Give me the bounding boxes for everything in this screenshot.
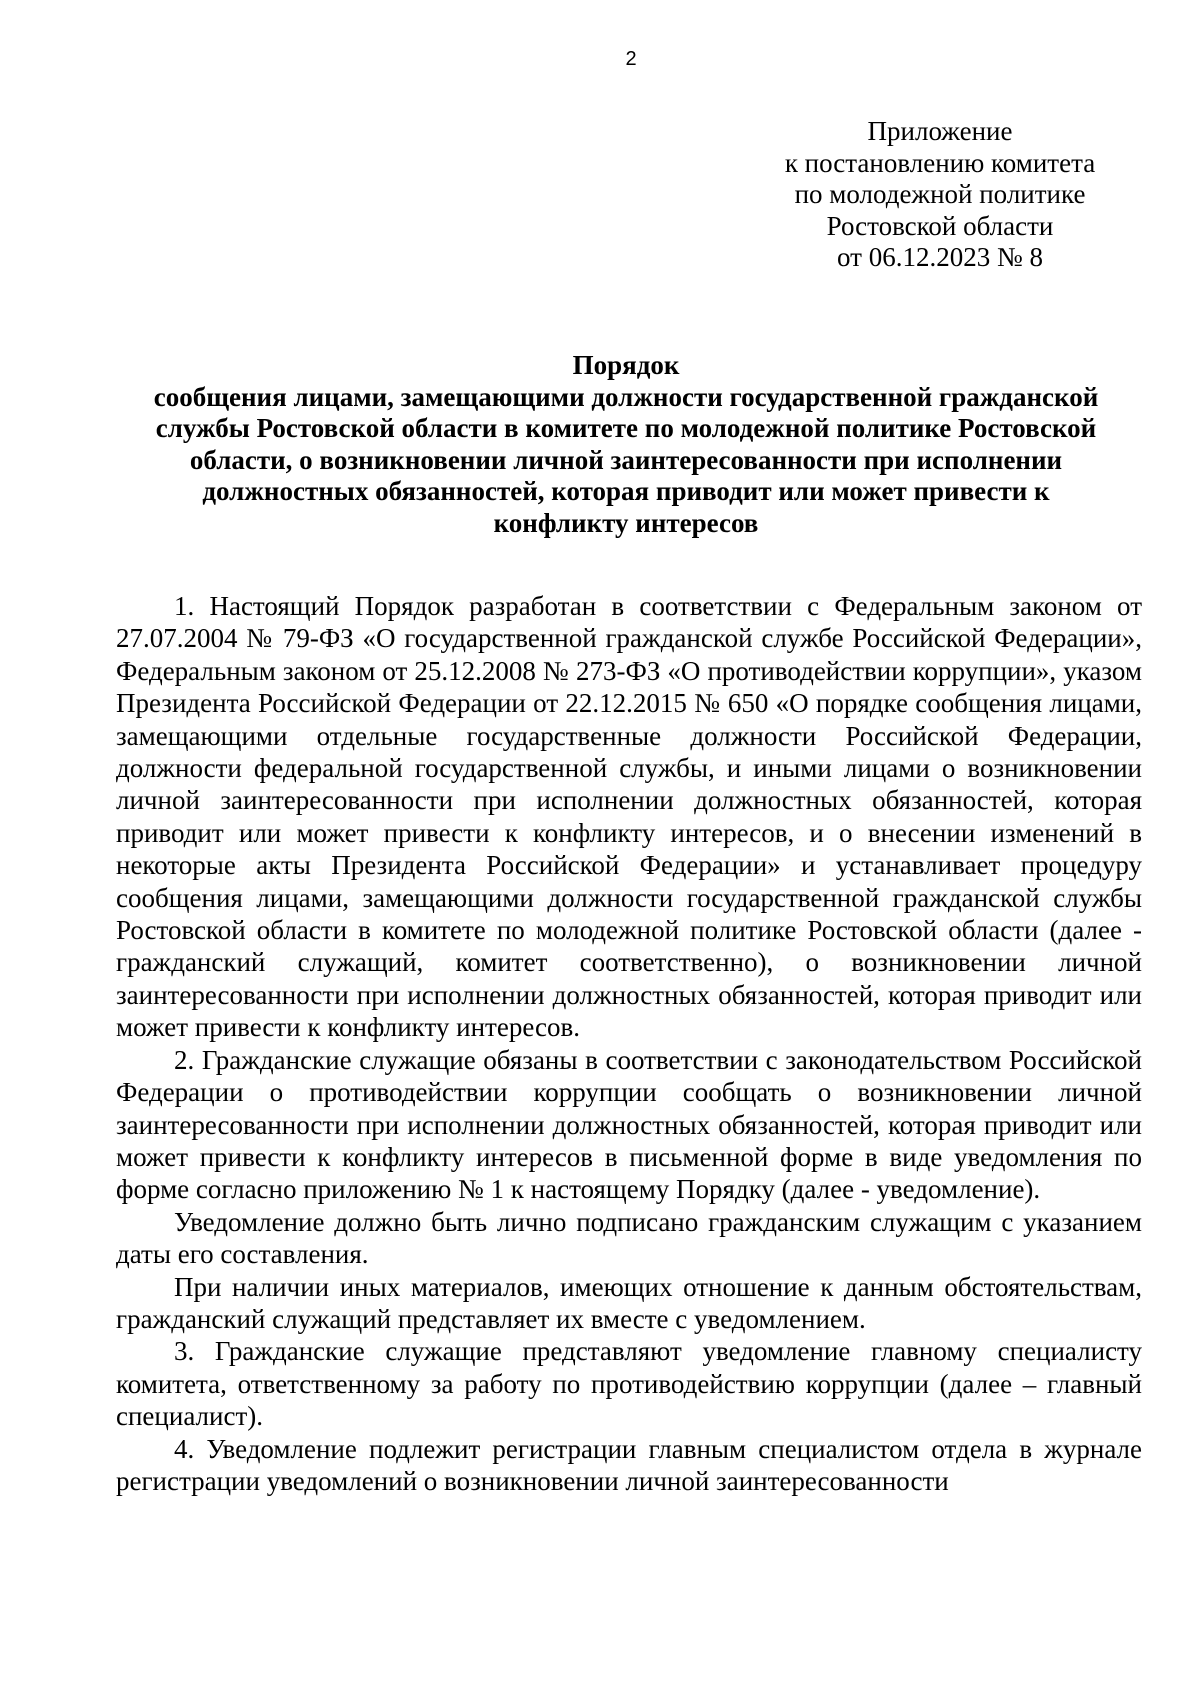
- document-title: [110, 350, 1142, 539]
- appendix-line: от 06.12.2023 № 8: [837, 242, 1043, 272]
- paragraph-signature-note: Уведомление должно быть лично подписано гражданским служащим с указанием даты его составления.: [116, 1206, 1142, 1270]
- appendix-header: [680, 116, 1200, 274]
- title-heading: Порядок: [572, 350, 680, 380]
- appendix-line: Ростовской области: [826, 210, 1054, 241]
- title-line: должностных обязанностей, которая приводит или может привести к: [202, 476, 1050, 506]
- title-line: сообщения лицами, замещающими должности государственной гражданской: [153, 381, 1099, 412]
- paragraph-materials-note: При наличии иных материалов, имеющих отношение к данным обстоятельствам, гражданский служащий представляет их вместе с уведомлением.: [116, 1271, 1142, 1334]
- document-body: [116, 590, 1142, 1497]
- paragraph-3: 3. Гражданские служащие представляют уведомление главному специалисту комитета, ответственному за работу по противодействию коррупции (далее – главный специалист).: [116, 1336, 1142, 1432]
- appendix-line: к постановлению комитета: [784, 147, 1096, 178]
- appendix-line: по молодежной политике: [794, 179, 1086, 209]
- page-number: 2: [625, 48, 637, 70]
- title-line: конфликту интересов: [493, 507, 759, 538]
- paragraph-4: 4. Уведомление подлежит регистрации главным специалистом отдела в журнале регистрации уведомлений о возникновении личной заинтересованности: [116, 1433, 1142, 1496]
- paragraph-2: 2. Гражданские служащие обязаны в соответствии с законодательством Российской Федерации о противодействии коррупции сообщать о возникновении личной заинтересованности при исполнении должностных обязанностей, которая приводит или может привести к конфликту интересов в письменной форме в виде уведомления по форме согласно приложению № 1 к настоящему Порядку (далее - уведомление).: [116, 1044, 1142, 1205]
- title-line: службы Ростовской области в комитете по молодежной политике Ростовской: [155, 413, 1097, 443]
- appendix-line: Приложение: [867, 116, 1013, 146]
- title-line: области, о возникновении личной заинтересованности при исполнении: [189, 444, 1063, 475]
- paragraph-1: 1. Настоящий Порядок разработан в соответствии с Федеральным законом от 27.07.2004 № 79-ФЗ «О государственной гражданской службе Российской Федерации», Федеральным законом от 25.12.2008 № 273-ФЗ «О противодействии коррупции», указом Президента Российской Федерации от 22.12.2015 № 650 «О порядке сообщения лицами, замещающими отдельные государственные должности Российской Федерации, должности федеральной государственной службы, и иными лицами о возникновении личной заинтересованности при исполнении должностных обязанностей, которая приводит или может привести к конфликту интересов, и о внесении изменений в некоторые акты Президента Российской Федерации» и устанавливает процедуру сообщения лицами, замещающими должности государственной гражданской службы Ростовской области в комитете по молодежной политике Ростовской области (далее - гражданский служащий, комитет соответственно), о возникновении личной заинтересованности при исполнении должностных обязанностей, которая приводит или может привести к конфликту интересов.: [116, 591, 1142, 1043]
